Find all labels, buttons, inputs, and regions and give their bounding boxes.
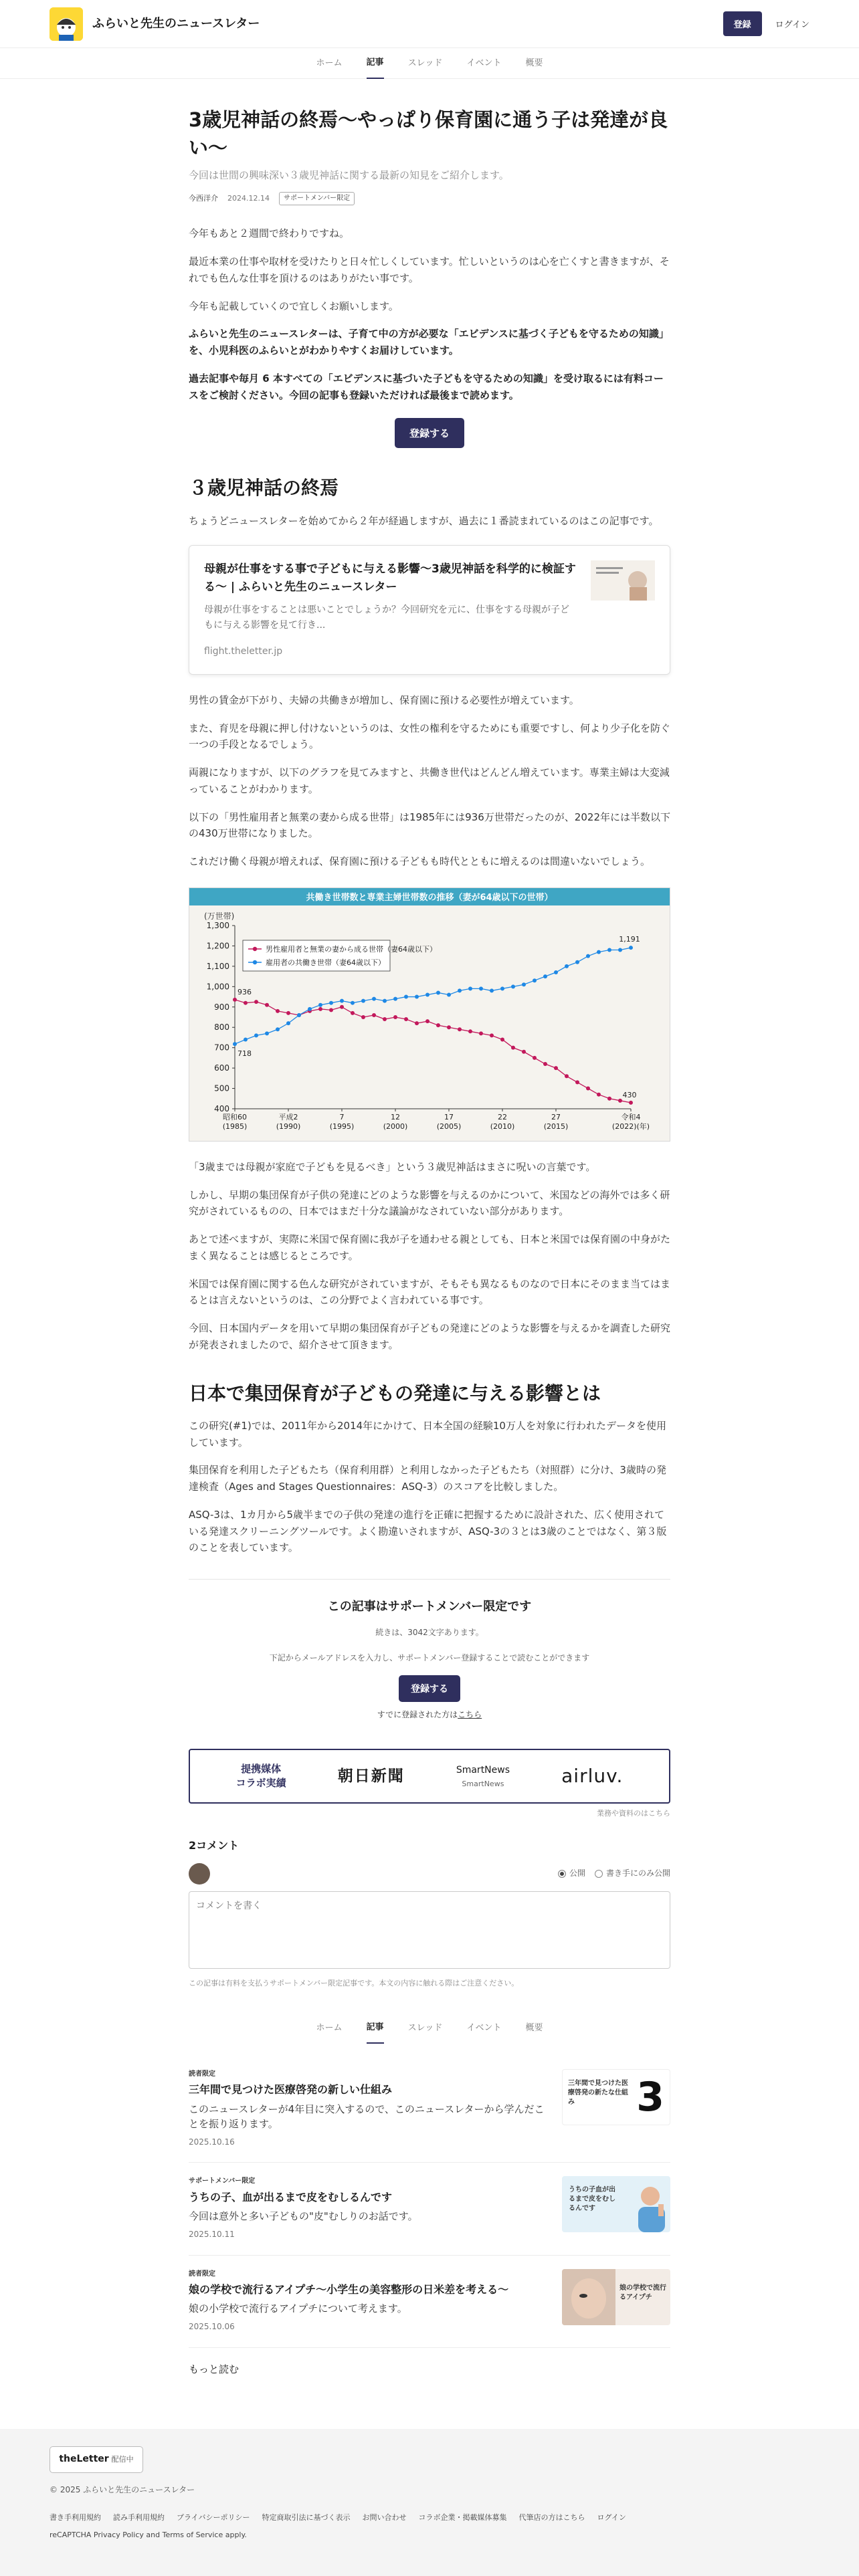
private-radio[interactable] — [595, 1867, 670, 1881]
article-thumbnail[interactable] — [562, 2176, 670, 2232]
paragraph: しかし、早期の集団保育が子供の発達にどのような影響を与えるのかについて、米国などの海外では多く研究がされているものの、日本ではまだ十分な議論がなされていない部分があります。 — [189, 1188, 670, 1218]
data-point-s1 — [244, 1037, 248, 1041]
partner-label: 提携媒体 — [241, 1763, 282, 1776]
collab-label: コラボ実績 — [235, 1777, 286, 1790]
paragraph: 米国では保育園に関する色んな研究がされていますが、そもそも異なるものなので日本にそのまま当てはまるとは言えないというのは、この分野でよく言われている事です。 — [189, 1277, 671, 1307]
article-column — [189, 106, 670, 2377]
read-more-link[interactable]: もっと読む — [189, 2363, 240, 2375]
household-chart — [189, 887, 670, 1142]
footer-link[interactable]: ログイン — [597, 2512, 626, 2522]
data-point-s0 — [479, 1031, 483, 1035]
data-point-s1 — [533, 978, 537, 982]
data-point-s0 — [265, 1003, 269, 1007]
data-point-s1 — [490, 988, 494, 992]
y-tick-label: 400 — [214, 1103, 229, 1113]
data-point-s0 — [415, 1021, 419, 1025]
paragraph: この研究(#1)では、2011年から2014年にかけて、日本全国の経験10万人を対象に行われたデータを使用しています。 — [189, 1419, 666, 1448]
article-title: 3歳児神話の終焉〜やっぱり保育園に通う子は発達が良い〜 — [189, 108, 668, 160]
data-label-430: 430 — [622, 1090, 637, 1099]
public-radio-label: 公開 — [569, 1868, 585, 1878]
x-tick-year: (1995) — [329, 1121, 355, 1131]
nav-articles[interactable]: 記事 — [367, 2012, 384, 2044]
comment-input[interactable] — [189, 1891, 670, 1969]
data-point-s0 — [607, 1097, 611, 1101]
x-tick-label: 昭和60 — [223, 1112, 247, 1121]
data-point-s0 — [490, 1033, 494, 1037]
y-tick-label: 1,200 — [206, 941, 229, 951]
legend-marker-0 — [253, 947, 257, 951]
footer — [0, 2429, 859, 2576]
article-tag: サポートメンバー限定 — [189, 2177, 256, 2185]
radio-checked-icon — [558, 1870, 566, 1878]
data-point-s1 — [458, 988, 462, 992]
data-point-s0 — [286, 1011, 290, 1015]
footer-link[interactable]: 代筆店の方はこちら — [518, 2512, 585, 2522]
data-point-s0 — [383, 1017, 387, 1021]
comment-note: この記事は有料を支払うサポートメンバー限定記事です。本文の内容に触れる際はご注意ください。 — [189, 1979, 519, 1988]
partner-smartnews-logo: SmartNews — [456, 1764, 510, 1776]
data-point-s1 — [629, 946, 633, 950]
data-point-s0 — [554, 1066, 558, 1070]
data-point-s1 — [318, 1003, 322, 1007]
data-point-s1 — [254, 1033, 258, 1037]
partner-smartnews-sub: SmartNews — [462, 1779, 504, 1788]
paywall-login-text: すでに登録された方は — [377, 1710, 458, 1720]
data-point-s0 — [629, 1101, 633, 1105]
nav-about[interactable]: 概要 — [525, 58, 543, 68]
data-point-s0 — [618, 1099, 622, 1103]
paragraph-bold: 過去記事や毎月 6 本すべての「エビデンスに基づいた子どもを守るための知識」を受け取るには有料コースをご検討ください。今回の記事も登録いただければ最後まで読めます。 — [189, 372, 664, 401]
paragraph: ASQ-3は、1カ月から5歳半までの子供の発達の進行を正確に把握するために設計された、広く使用されている発達スクリーニングツールです。よく勘違いされますが、ASQ-3の３とは3歳のことではなく、第３版のことを表しています。 — [189, 1508, 667, 1554]
partner-banner — [189, 1749, 670, 1804]
series-line-0 — [235, 1000, 631, 1103]
data-point-s1 — [276, 1027, 280, 1031]
radio-unchecked-icon — [595, 1870, 603, 1878]
data-label-936: 936 — [237, 987, 252, 996]
data-point-s1 — [607, 948, 611, 952]
copyright: © 2025 ふらいと先生のニュースレター — [50, 2485, 195, 2494]
y-tick-label: 900 — [214, 1002, 229, 1012]
data-point-s1 — [233, 1042, 237, 1046]
data-point-s0 — [522, 1050, 526, 1054]
data-point-s1 — [511, 984, 515, 988]
x-tick-label: 22 — [498, 1112, 507, 1121]
data-point-s1 — [329, 1001, 333, 1005]
paragraph: 最近本業の仕事や取材を受けたりと日々忙しくしています。忙しいというのは心を亡くすと書きますが、それでも色んな仕事を頂けるのはありがたい事です。 — [189, 255, 670, 284]
y-tick-label: 1,300 — [206, 920, 229, 930]
data-point-s0 — [340, 1005, 344, 1009]
article-thumbnail[interactable] — [562, 2069, 670, 2125]
footer-link[interactable]: コラボ企業・掲載媒体募集 — [418, 2512, 507, 2522]
legend-entry-1: 雇用者の共働き世帯（妻64歳以下） — [266, 958, 385, 967]
data-point-s0 — [533, 1056, 537, 1060]
data-point-s1 — [404, 994, 408, 998]
private-radio-label: 書き手にのみ公開 — [605, 1868, 670, 1878]
paywall-remaining: 続きは、3042文字あります。 — [375, 1627, 484, 1637]
data-label-1191: 1,191 — [619, 935, 640, 944]
data-point-s1 — [308, 1007, 312, 1011]
data-point-s1 — [265, 1031, 269, 1035]
chart-title: 共働き世帯数と専業主婦世帯数の推移（妻が64歳以下の世帯） — [306, 892, 553, 903]
data-point-s0 — [447, 1025, 451, 1029]
data-point-s0 — [458, 1027, 462, 1031]
data-point-s1 — [586, 954, 590, 958]
data-point-s1 — [468, 986, 472, 990]
login-button[interactable]: ログイン — [775, 17, 809, 30]
data-point-s1 — [361, 999, 365, 1003]
theletter-badge[interactable] — [50, 2446, 143, 2473]
data-point-s0 — [586, 1086, 590, 1090]
data-point-s1 — [415, 994, 419, 998]
nav-articles[interactable]: 記事 — [367, 47, 384, 79]
data-point-s0 — [233, 998, 237, 1002]
article-link-title[interactable]: 三年間で見つけた医療啓発の新しい仕組み — [189, 2083, 393, 2097]
x-tick-year: (1985) — [222, 1121, 248, 1131]
nav-events[interactable]: イベント — [466, 58, 502, 68]
article-date: 2025.10.16 — [189, 2137, 235, 2147]
data-point-s1 — [286, 1021, 290, 1025]
avatar — [189, 1863, 210, 1885]
data-point-s0 — [565, 1074, 569, 1078]
data-point-s0 — [575, 1080, 579, 1084]
data-point-s0 — [244, 1001, 248, 1005]
embed-thumbnail[interactable] — [591, 560, 655, 601]
paragraph: 男性の賃金が下がり、夫婦の共働きが増加し、保育園に預ける必要性が増えています。 — [189, 693, 579, 706]
data-point-s0 — [361, 1015, 365, 1019]
data-point-s0 — [500, 1037, 504, 1041]
thumbnail-caption: うちの子血が出るまで皮をむしるんです — [569, 2186, 615, 2213]
nav-threads[interactable]: スレッド — [407, 58, 443, 68]
data-point-s0 — [597, 1093, 601, 1097]
article-tag: 読者限定 — [189, 2070, 215, 2078]
footer-link[interactable]: 読み手利用規約 — [113, 2512, 165, 2522]
paragraph: これだけ働く母親が増えれば、保育園に預ける子どもも時代とともに増えるのは間違いないでしょう。 — [189, 855, 651, 868]
article-tag: 読者限定 — [189, 2270, 215, 2278]
data-point-s1 — [565, 964, 569, 968]
paywall — [189, 1579, 670, 1722]
footer-links — [50, 2512, 809, 2524]
publish-date: 2024.12.14 — [227, 194, 270, 203]
paragraph: ちょうどニュースレターを始めてから２年が経過しますが、過去に１番読まれているのはこの記事です。 — [189, 514, 659, 527]
theletter-brand: theLetter — [59, 2454, 109, 2465]
site-name[interactable]: ふらいと先生のニュースレター — [92, 16, 260, 31]
article-date: 2025.10.06 — [189, 2321, 235, 2331]
data-point-s1 — [597, 950, 601, 954]
data-point-s0 — [404, 1017, 408, 1021]
article-desc: このニュースレターが4年目に突入するので、このニュースレターから学んだことを振り返ります。 — [189, 2103, 545, 2131]
main-nav — [0, 48, 859, 79]
x-tick-label: 令和4 — [621, 1112, 641, 1121]
data-point-s1 — [447, 992, 451, 996]
data-point-s0 — [276, 1009, 280, 1013]
x-tick-year: (2015) — [543, 1121, 569, 1131]
embed-desc: 母親が仕事をすることは悪いことでしょうか？今回研究を元に、仕事をする母親が子どもに与える影響を見て行き... — [204, 604, 569, 631]
article-link-title[interactable]: 娘の学校で流行るアイプチ〜小学生の美容整形の日米差を考える〜 — [189, 2283, 509, 2296]
data-point-s0 — [393, 1015, 397, 1019]
nav-home[interactable]: ホーム — [316, 58, 343, 68]
embed-title[interactable]: 母親が仕事をする事で子どもに与える影響〜3歳児神話を科学的に検証する〜 | ふらいと先生のニュースレター — [204, 562, 576, 595]
data-point-s1 — [383, 999, 387, 1003]
data-point-s0 — [543, 1062, 547, 1066]
article-thumbnail[interactable] — [562, 2269, 670, 2325]
data-point-s0 — [468, 1029, 472, 1033]
nav-threads[interactable]: スレッド — [407, 2022, 443, 2033]
site-logo[interactable] — [50, 7, 83, 41]
x-tick-year: (2022)(年) — [611, 1121, 650, 1131]
thumbnail-caption: 三年間で見つけた医療啓発の新たな仕組み — [568, 2079, 628, 2106]
data-point-s1 — [522, 982, 526, 986]
paywall-instruction: 下記からメールアドレスを入力し、サポートメンバー登録することで読むことができます — [269, 1652, 590, 1662]
article-desc: 娘の小学校で流行るアイプチについて考えます。 — [189, 2302, 407, 2315]
data-point-s0 — [436, 1023, 440, 1027]
section-heading: ３歳児神話の終焉 — [189, 477, 339, 500]
y-tick-label: 1,000 — [206, 982, 229, 992]
paywall-login-link[interactable]: こちら — [458, 1710, 482, 1720]
thumbnail-number: 3 — [636, 2073, 664, 2121]
y-tick-label: 500 — [214, 1083, 229, 1093]
paragraph: 集団保育を利用した子どもたち（保育利用群）と利用しなかった子どもたち（対照群）に分け、3歳時の発達検査（Ages and Stages Questionnaires：ASQ-3）のスコアを比較しました。 — [189, 1464, 666, 1493]
x-tick-year: (1990) — [276, 1121, 301, 1131]
embed-url: flight.theletter.jp — [204, 645, 283, 657]
top-bar — [0, 0, 859, 48]
paragraph: 今年もあと２週間で終わりですね。 — [189, 227, 350, 240]
footer-link[interactable]: お問い合わせ — [362, 2512, 407, 2522]
register-button[interactable]: 登録 — [723, 11, 762, 36]
comments-heading: 2コメント — [189, 1839, 240, 1852]
chart-ylabel: (万世帯) — [204, 911, 235, 921]
nav-events[interactable]: イベント — [466, 2022, 502, 2033]
embed-card[interactable] — [189, 545, 670, 675]
data-point-s1 — [618, 948, 622, 952]
paragraph: あとで述べますが、実際に米国で保育園に我が子を通わせる親としても、日本と米国では保育園の中身がたまく異なることは感じるところです。 — [189, 1233, 671, 1262]
paywall-heading: この記事はサポートメンバー限定です — [327, 1600, 532, 1614]
section-heading: 日本で集団保育が子どもの発達に与える影響とは — [189, 1382, 601, 1404]
data-point-s1 — [340, 999, 344, 1003]
data-point-s0 — [329, 1008, 333, 1012]
data-point-s0 — [511, 1046, 515, 1050]
footer-link[interactable]: プライバシーポリシー — [177, 2512, 250, 2522]
data-point-s1 — [479, 986, 483, 990]
x-tick-label: 7 — [339, 1112, 345, 1121]
article-body — [189, 225, 670, 1556]
data-point-s0 — [425, 1019, 430, 1023]
nav-about[interactable]: 概要 — [525, 2022, 543, 2033]
article-link-title[interactable]: うちの子、血が出るまで皮をむしるんです — [189, 2190, 393, 2204]
data-point-s0 — [351, 1011, 355, 1015]
footer-link[interactable]: 書き手利用規約 — [50, 2512, 101, 2522]
list-item[interactable] — [189, 2163, 670, 2255]
data-point-s1 — [297, 1013, 301, 1017]
legend-entry-0: 男性雇用者と無業の妻から成る世帯（妻64歳以下） — [266, 944, 437, 954]
data-point-s0 — [372, 1013, 376, 1017]
thumbnail-caption: 娘の学校で流行るアイプチ — [619, 2284, 666, 2301]
data-point-s1 — [436, 990, 440, 994]
x-tick-year: (2010) — [490, 1121, 515, 1131]
paragraph: 両親になりますが、以下のグラフを見てみますと、共働き世代はどんどん増えています。専業主婦は大変減っていることがわかります。 — [189, 766, 670, 795]
public-radio[interactable] — [558, 1867, 585, 1881]
bottom-nav — [189, 2013, 670, 2044]
y-tick-label: 700 — [214, 1043, 229, 1053]
data-point-s1 — [575, 960, 579, 964]
x-tick-label: 12 — [391, 1112, 400, 1121]
status-badge: サポートメンバー限定 — [279, 192, 355, 206]
chart-svg — [189, 888, 670, 1141]
x-tick-label: 平成2 — [278, 1112, 298, 1121]
data-point-s1 — [372, 997, 376, 1001]
data-point-s1 — [500, 986, 504, 990]
y-tick-label: 1,100 — [206, 961, 229, 971]
y-tick-label: 800 — [214, 1023, 229, 1033]
article-date: 2025.10.11 — [189, 2229, 235, 2239]
data-point-s0 — [318, 1007, 322, 1011]
paragraph: 今年も記載していくので宜しくお願いします。 — [189, 300, 399, 312]
author-name[interactable]: 今西洋介 — [189, 194, 218, 203]
data-point-s1 — [351, 1001, 355, 1005]
list-item[interactable] — [189, 2056, 670, 2163]
paragraph: 今回、日本国内データを用いて早期の集団保育が子どもの発達にどのような影響を与えるかを調査した研究が発表されましたので、紹介させて頂きます。 — [189, 1322, 671, 1351]
footer-link[interactable]: 特定商取引法に基づく表示 — [262, 2512, 351, 2522]
legend-marker-1 — [253, 960, 257, 964]
article-subtitle: 今回は世間の興味深い３歳児神話に関する最新の知見をご紹介します。 — [189, 169, 509, 182]
y-tick-label: 600 — [214, 1063, 229, 1073]
x-tick-label: 27 — [551, 1112, 561, 1121]
data-point-s0 — [254, 1000, 258, 1004]
x-tick-year: (2005) — [436, 1121, 462, 1131]
article-meta — [189, 192, 670, 206]
data-point-s1 — [543, 974, 547, 978]
list-item[interactable] — [189, 2256, 670, 2348]
partner-airluv-logo: airluv. — [561, 1765, 624, 1788]
x-tick-label: 17 — [444, 1112, 454, 1121]
media-link[interactable]: 業務や資料のはこちら — [597, 1809, 670, 1818]
partner-asahi-logo: 朝日新聞 — [337, 1767, 405, 1786]
paywall-register-button[interactable]: 登録する — [399, 1675, 460, 1702]
theletter-sub: 配信中 — [111, 2454, 134, 2464]
recaptcha-notice[interactable]: reCAPTCHA Privacy Policy and Terms of Service apply. — [50, 2530, 247, 2539]
paragraph: 「3歳までは母親が家庭で子どもを見るべき」という３歳児神話はまさに呪いの言葉です。 — [189, 1160, 596, 1173]
paragraph: 以下の「男性雇用者と無業の妻から成る世帯」は1985年には936万世帯だったのが、2022年には半数以下の430万世帯になりました。 — [189, 811, 670, 840]
x-tick-year: (2000) — [383, 1121, 408, 1131]
data-point-s1 — [425, 992, 430, 996]
article-desc: 今回は意外と多い子どもの"皮"むしりのお話です。 — [189, 2210, 418, 2223]
data-label-718: 718 — [237, 1049, 252, 1059]
data-point-s1 — [554, 970, 558, 974]
register-button-inline[interactable]: 登録する — [395, 418, 464, 448]
paragraph-bold: ふらいと先生のニュースレターは、子育て中の方が必要な「エビデンスに基づく子どもを守るための知識」を、小児科医のふらいとがわかりやすくお届けしています。 — [189, 328, 669, 357]
paragraph: また、育児を母親に押し付けないというのは、女性の権利を守るためにも重要ですし、何より少子化を防ぐ一つの手段となるでしょう。 — [189, 722, 671, 751]
nav-home[interactable]: ホーム — [316, 2022, 343, 2033]
article-list — [189, 2056, 670, 2348]
data-point-s1 — [393, 997, 397, 1001]
